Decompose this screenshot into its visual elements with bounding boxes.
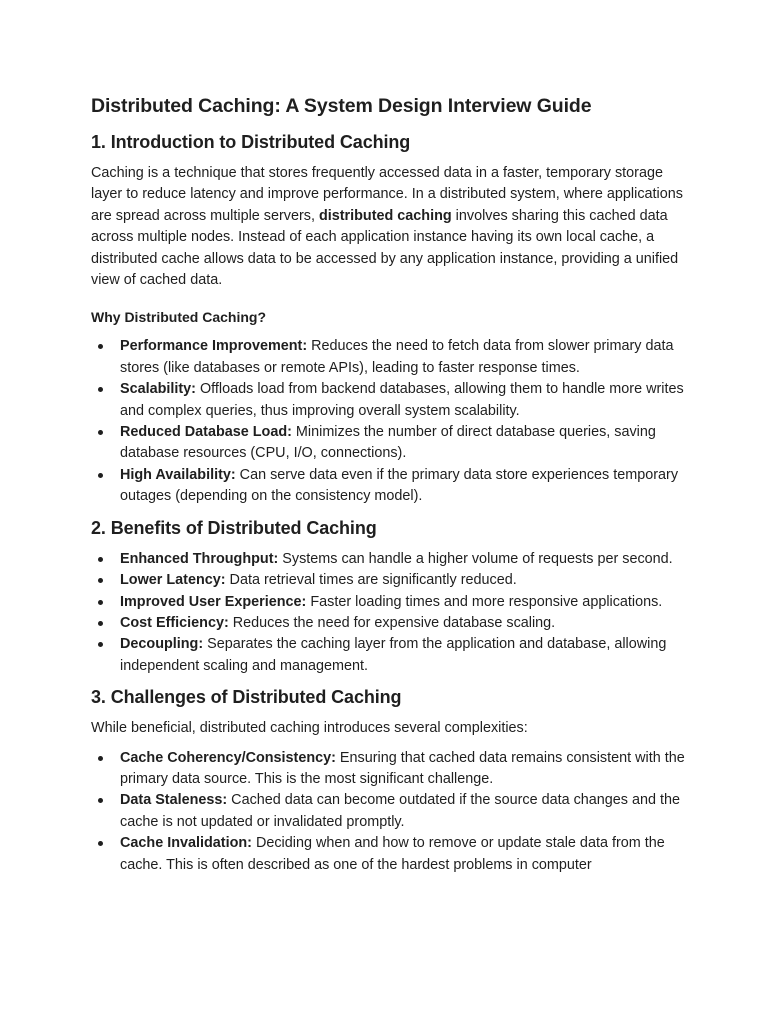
- challenges-intro: While beneficial, distributed caching introduces several complexities:: [91, 720, 528, 737]
- bullet-icon: [98, 621, 103, 626]
- item-text: Reduces the need to fetch data from slower primary data stores (like databases or remote APIs), leading to faster response times.: [120, 338, 674, 376]
- item-term: Scalability:: [120, 381, 196, 398]
- section-heading-challenges: 3. Challenges of Distributed Caching: [91, 687, 402, 708]
- item-text: Offloads load from backend databases, allowing them to handle more writes and complex queries, thus improving overall system scalability.: [120, 381, 684, 419]
- list-item: [91, 613, 691, 634]
- item-text: Separates the caching layer from the application and database, allowing independent scaling and management.: [120, 636, 667, 674]
- item-term: Data Staleness:: [120, 792, 228, 809]
- section-heading-introduction: 1. Introduction to Distributed Caching: [91, 132, 411, 152]
- intro-paragraph: [91, 163, 691, 291]
- document-page: [91, 93, 691, 876]
- bullet-icon: [98, 557, 103, 562]
- bullet-icon: [98, 798, 103, 803]
- item-term: Improved User Experience:: [120, 593, 307, 610]
- why-list: [91, 336, 691, 507]
- list-item: [91, 336, 691, 379]
- bullet-icon: [98, 344, 103, 349]
- item-text: Minimizes the number of direct database queries, saving database resources (CPU, I/O, connections).: [120, 424, 656, 462]
- bullet-icon: [98, 756, 103, 761]
- bullet-icon: [98, 473, 103, 478]
- item-text: Can serve data even if the primary data store experiences temporary outages (depending on the consistency model).: [120, 466, 679, 505]
- item-term: Decoupling:: [120, 636, 204, 653]
- item-text: Cached data can become outdated if the source data changes and the cache is not updated or invalidated promptly.: [120, 792, 681, 830]
- item-term: Performance Improvement:: [120, 338, 308, 355]
- intro-text-start: Caching is a technique that stores frequently accessed data in a faster, temporary storage layer to reduce latency and improve performance. In a distributed system, where applications are spread across multiple servers,: [91, 165, 683, 224]
- item-text: Ensuring that cached data remains consistent with the primary data source. This is the most significant challenge.: [120, 749, 685, 787]
- bullet-icon: [98, 841, 103, 846]
- item-term: Cache Coherency/Consistency:: [120, 749, 336, 766]
- intro-text-end: involves sharing this cached data across multiple nodes. Instead of each application instance having its own local cache, a distributed cache allows data to be accessed by any application instance, providing a unified view of cached data.: [91, 207, 679, 289]
- challenges-list: [91, 748, 691, 876]
- document-title: Distributed Caching: A System Design Interview Guide: [91, 95, 592, 117]
- list-item: [91, 570, 691, 591]
- item-term: Cost Efficiency:: [120, 614, 229, 631]
- item-term: Reduced Database Load:: [120, 424, 292, 441]
- item-text: Data retrieval times are significantly reduced.: [225, 572, 517, 589]
- bullet-icon: [98, 600, 103, 605]
- list-item: [91, 379, 691, 422]
- item-term: Cache Invalidation:: [120, 835, 252, 852]
- item-text: Deciding when and how to remove or update stale data from the cache. This is often described as one of the hardest problems in computer: [120, 835, 665, 873]
- list-item: [91, 833, 691, 876]
- bullet-icon: [98, 387, 103, 392]
- subheading-why-distributed-caching: Why Distributed Caching?: [91, 309, 266, 326]
- item-text: Reduces the need for expensive database scaling.: [228, 614, 556, 631]
- list-item: [91, 748, 691, 791]
- item-term: Lower Latency:: [120, 572, 226, 589]
- item-text: Faster loading times and more responsive applications.: [306, 593, 663, 610]
- list-item: [91, 549, 691, 570]
- bullet-icon: [98, 578, 103, 583]
- item-term: High Availability:: [120, 466, 236, 483]
- list-item: [91, 634, 691, 677]
- item-text: Systems can handle a higher volume of requests per second.: [278, 550, 673, 567]
- item-term: Enhanced Throughput:: [120, 550, 279, 567]
- benefits-list: [91, 549, 691, 677]
- bullet-icon: [98, 430, 103, 435]
- section-heading-benefits: 2. Benefits of Distributed Caching: [91, 517, 377, 538]
- list-item: [91, 592, 691, 613]
- bullet-icon: [98, 642, 103, 647]
- list-item: [91, 422, 691, 465]
- list-item: [91, 465, 691, 508]
- list-item: [91, 790, 691, 833]
- intro-bold-term: distributed caching: [318, 207, 452, 224]
